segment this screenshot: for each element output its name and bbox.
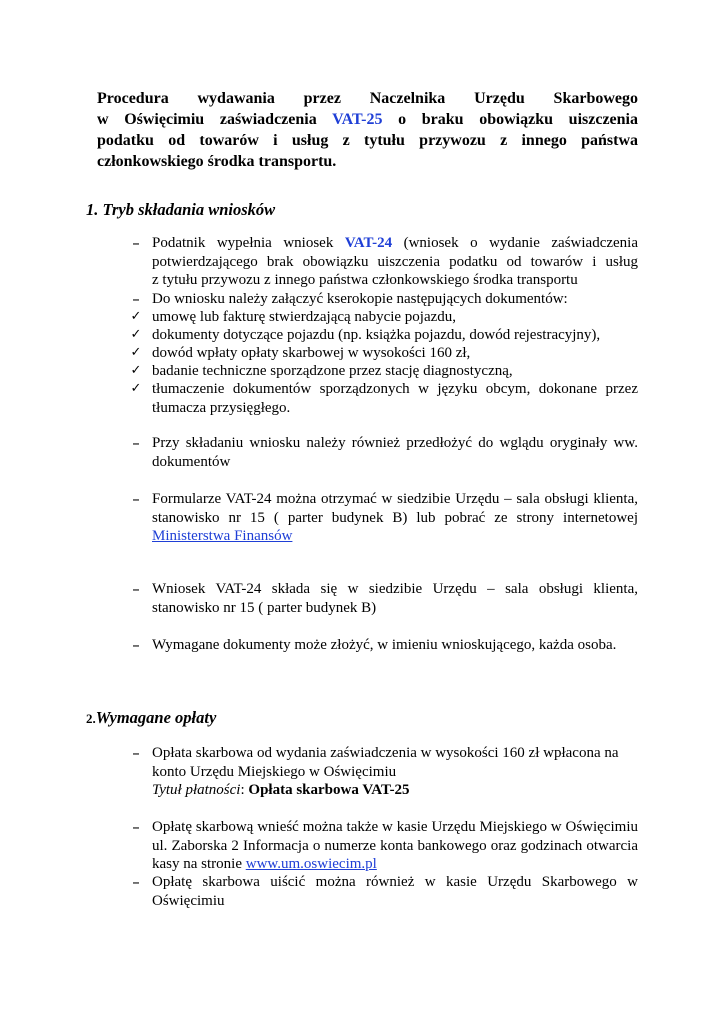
list-item bbox=[126, 434, 638, 471]
payment-title-line bbox=[152, 781, 638, 800]
check-icon: ✓ bbox=[130, 381, 142, 396]
checklist-item bbox=[126, 344, 638, 363]
list-item bbox=[126, 873, 638, 910]
list-item bbox=[126, 744, 638, 800]
section-2-heading bbox=[86, 708, 216, 729]
dash-marker: – bbox=[132, 744, 140, 762]
item-text: Przy składaniu wniosku należy również przedłożyć do wglądu oryginały ww. dokumentów bbox=[152, 435, 638, 470]
check-icon: ✓ bbox=[130, 363, 142, 378]
title-line-3: podatku od towarów i usług z tytułu przywozu z innego państwa bbox=[97, 132, 638, 149]
item-text-body: Formularze VAT-24 można otrzymać w siedzibie Urzędu – sala obsługi klienta, stanowisko nr 15 ( parter budynek B) lub pobrać ze strony internetowej bbox=[152, 491, 638, 526]
list-item bbox=[126, 490, 638, 546]
dash-marker: – bbox=[132, 636, 140, 654]
checklist-text: dowód wpłaty opłaty skarbowej w wysokości 160 zł, bbox=[152, 345, 471, 361]
ministerstwa-finansow-link[interactable]: Ministerstwa Finansów bbox=[152, 528, 293, 544]
section-2-number: 2. bbox=[86, 711, 96, 726]
item-text bbox=[152, 490, 638, 546]
dash-marker: – bbox=[132, 873, 140, 891]
check-icon: ✓ bbox=[130, 345, 142, 360]
list-item bbox=[126, 234, 638, 290]
item-text: Wniosek VAT-24 składa się w siedzibie Urzędu – sala obsługi klienta, stanowisko nr 15 ( parter budynek B) bbox=[152, 581, 638, 616]
title-line-1: Procedura wydawania przez Naczelnika Urzędu Skarbowego bbox=[97, 90, 638, 107]
vat-25-code: VAT-25 bbox=[332, 111, 383, 128]
checklist-text: umowę lub fakturę stwierdzającą nabycie pojazdu, bbox=[152, 309, 457, 325]
title-line-2-start: w Oświęcimiu zaświadczenia bbox=[97, 111, 333, 128]
checklist-text: dokumenty dotyczące pojazdu (np. książka pojazdu, dowód rejestracyjny), bbox=[152, 327, 601, 343]
checklist-item bbox=[126, 326, 638, 345]
item-text-start: Podatnik wypełnia wniosek bbox=[152, 235, 345, 251]
item-text-body: Opłatę skarbową wnieść można także w kasie Urzędu Miejskiego w Oświęcimiu ul. Zaborska 2 Informacja o numerze konta bankowego oraz godzinach otwarcia kasy na stronie bbox=[152, 819, 638, 872]
section-1-heading: 1. Tryb składania wniosków bbox=[86, 200, 276, 219]
document-title bbox=[97, 88, 638, 172]
payment-title-sep: : bbox=[240, 782, 249, 798]
title-line-4: członkowskiego środka transportu. bbox=[97, 153, 337, 170]
title-line-2 bbox=[97, 109, 638, 130]
item-text: Wymagane dokumenty może złożyć, w imieniu wnioskującego, każda osoba. bbox=[152, 637, 617, 653]
checklist-item bbox=[126, 362, 638, 381]
dash-marker: – bbox=[132, 290, 140, 308]
item-line: z tytułu przywozu z innego państwa członkowskiego środka transportu bbox=[152, 272, 578, 288]
vat-24-code: VAT-24 bbox=[344, 235, 393, 251]
item-text bbox=[152, 234, 638, 290]
check-icon: ✓ bbox=[130, 327, 142, 342]
dash-marker: – bbox=[132, 434, 140, 452]
item-line bbox=[152, 234, 638, 253]
checklist-item bbox=[126, 308, 638, 327]
dash-marker: – bbox=[132, 818, 140, 836]
item-text-body: Opłata skarbowa od wydania zaświadczenia w wysokości 160 zł wpłacona na konto Urzędu Miejskiego w Oświęcimiu bbox=[152, 745, 619, 780]
payment-title-value: Opłata skarbowa VAT-25 bbox=[248, 782, 410, 798]
item-text: Do wniosku należy załączyć kserokopie następujących dokumentów: bbox=[152, 291, 568, 307]
item-text: Opłatę skarbowa uiścić można również w kasie Urzędu Skarbowego w Oświęcimiu bbox=[152, 874, 638, 909]
dash-marker: – bbox=[132, 234, 140, 252]
payment-title-label: Tytuł płatności bbox=[152, 782, 241, 798]
section-2-title: Wymagane opłaty bbox=[95, 708, 217, 727]
checklist-text: tłumaczenie dokumentów sporządzonych w języku obcym, dokonane przez tłumacza przysięgłego. bbox=[152, 381, 638, 416]
item-text-end: (wniosek o wydanie zaświadczenia bbox=[392, 235, 638, 251]
item-text bbox=[152, 818, 638, 874]
list-item bbox=[126, 636, 638, 655]
item-text bbox=[152, 744, 638, 800]
checklist-text: badanie techniczne sporządzone przez stację diagnostyczną, bbox=[152, 363, 513, 379]
list-item bbox=[126, 580, 638, 617]
dash-marker: – bbox=[132, 580, 140, 598]
dash-marker: – bbox=[132, 490, 140, 508]
check-icon: ✓ bbox=[130, 309, 142, 324]
list-item bbox=[126, 818, 638, 874]
checklist-item bbox=[126, 380, 638, 417]
um-oswiecim-link[interactable]: www.um.oswiecim.pl bbox=[245, 856, 377, 872]
list-item bbox=[126, 290, 638, 309]
item-line: potwierdzającego brak obowiązku uiszczenia podatku od towarów i usług bbox=[152, 253, 638, 270]
title-line-2-end: o braku obowiązku uiszczenia bbox=[382, 111, 638, 128]
